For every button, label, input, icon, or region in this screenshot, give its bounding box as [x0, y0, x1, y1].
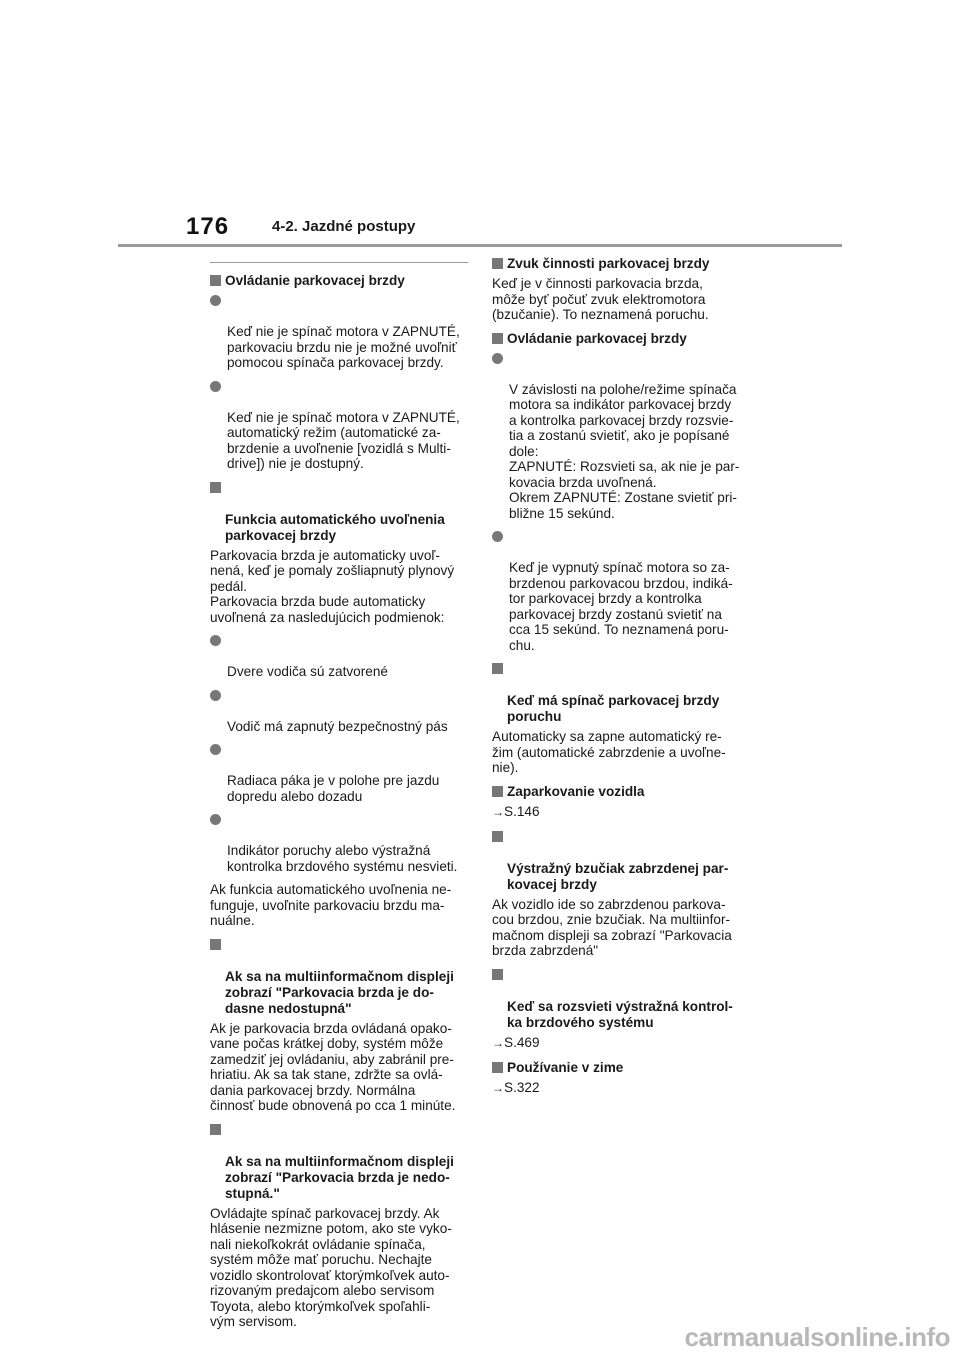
round-bullet-icon [210, 690, 221, 701]
round-bullet-icon [492, 353, 503, 364]
heading-parking-brake-operation [210, 273, 468, 289]
paragraph: Keď je v činnosti parkovacia brzda, môže byť počuť zvuk elektromotora (bzučanie). To neznamená poruchu. [492, 276, 709, 322]
square-bullet-icon [492, 258, 503, 269]
bullet-item [210, 379, 468, 472]
square-bullet-icon [492, 831, 503, 842]
square-bullet-icon [492, 969, 503, 980]
square-bullet-icon [492, 786, 503, 797]
heading-text: Funkcia automatického uvoľnenia parkovacej brzdy [225, 511, 445, 543]
heading-warning-buzzer [492, 829, 750, 893]
bullet-item [210, 293, 468, 371]
heading-switch-malfunction [492, 661, 750, 725]
page-reference-text[interactable]: S.146 [504, 803, 540, 819]
header-rule [118, 244, 842, 247]
arrow-right-icon: → [492, 1080, 504, 1095]
bullet-text: Dvere vodiča sú zatvorené [227, 664, 388, 679]
heading-text: Ak sa na multiinformačnom displeji zobrazí "Parkovacia brzda je do- dasne nedostupná" [225, 968, 454, 1016]
bullet-text: Radiaca páka je v polohe pre jazdu dopredu alebo dozadu [227, 773, 440, 804]
bullet-text: Vodič má zapnutý bezpečnostný pás [227, 718, 448, 734]
paragraph: Ak vozidlo ide so zabrzdenou parkova- cou brzdou, znie bzučiak. Na multiinfor- mačnom displeji sa zobrazí "Parkovacia brzda zabrzdená" [492, 896, 732, 958]
bullet-text: V závislosti na polohe/režime spínača motora sa indikátor parkovacej brzdy a kontrolka parkovacej brzdy rozsvie- tia a zostanú svietiť, ako je popísané dole: ZAPNUTÉ: Rozsvieti sa, ak nie je par- kovacia brzda uvoľnená. Okrem ZAPNUTÉ: Zostane svietiť pri- bližne 15 sekúnd. [509, 381, 740, 521]
square-bullet-icon [210, 939, 221, 950]
round-bullet-icon [210, 744, 221, 755]
page-reference[interactable] [492, 1035, 750, 1051]
heading-parking-vehicle [492, 784, 750, 800]
paragraph: Automaticky sa zapne automatický re- žim (automatické zabrzdenie a uvoľne- nie). [492, 729, 726, 775]
square-bullet-icon [210, 1124, 221, 1135]
page-reference[interactable] [492, 804, 750, 820]
page-reference-text[interactable]: S.322 [504, 1079, 540, 1095]
heading-text: Zvuk činnosti parkovacej brzdy [507, 256, 710, 271]
bullet-text: Keď nie je spínač motora v ZAPNUTÉ, automatický režim (automatické za- brzdenie a uvoľnenie [vozidlá s Multi- drive]) nie je dostupný. [227, 409, 460, 471]
round-bullet-icon [210, 814, 221, 825]
heading-text: Používanie v zime [507, 1059, 624, 1075]
bullet-item [210, 812, 468, 874]
paragraph: Ovládajte spínač parkovacej brzdy. Ak hlásenie nezmizne potom, ako ste vyko- nali niekoľkokrát ovládanie spínača, systém môže mať poruchu. Nechajte vozidlo skontrolovať ktorýmkoľvek auto- rizovaným predajcom alebo servisom Toyota, alebo ktorýmkoľvek spoľahli- vým servisom. [210, 1205, 452, 1329]
page-header [0, 0, 960, 250]
bullet-item [210, 742, 468, 804]
heading-text: Ovládanie parkovacej brzdy [507, 330, 687, 346]
bullet-text: Indikátor poruchy alebo výstražná kontrolka brzdového systému nesvieti. [227, 843, 458, 874]
heading-unavailable [210, 1122, 468, 1202]
heading-temporarily-unavailable [210, 937, 468, 1017]
heading-auto-release [210, 480, 468, 544]
bullet-text: Keď je vypnutý spínač motora so za- brzdenou parkovacou brzdou, indiká- tor parkovacej brzdy a kontrolka parkovacej brzdy zostanú svietiť na cca 15 sekúnd. To neznamená poru- chu. [509, 560, 733, 653]
square-bullet-icon [492, 663, 503, 674]
round-bullet-icon [210, 295, 221, 306]
square-bullet-icon [210, 275, 221, 286]
heading-text: Keď sa rozsvieti výstražná kontrol- ka brzdového systému [507, 998, 733, 1030]
square-bullet-icon [492, 333, 503, 344]
bullet-item [492, 529, 750, 653]
section-title: 4-2. Jazdné postupy [272, 218, 416, 235]
round-bullet-icon [210, 635, 221, 646]
bullet-item [210, 688, 468, 735]
square-bullet-icon [210, 482, 221, 493]
bullet-item [492, 351, 750, 522]
heading-text: Keď má spínač parkovacej brzdy poruchu [507, 693, 720, 724]
heading-text: Výstražný bzučiak zabrzdenej par- kovacej brzdy [507, 860, 729, 892]
heading-brake-warning-light [492, 967, 750, 1031]
paragraph: Ak je parkovacia brzda ovládaná opako- vane počas krátkej doby, systém môže zamedziť jej ovládaniu, aby zabránil pre- hriatiu. Ak sa tak stane, zdržte sa ovlá- dania parkovacej brzdy. Normálna činnosť bude obnovená po cca 1 minúte. [210, 1020, 456, 1113]
paragraph: Parkovacia brzda je automaticky uvoľ- nená, keď je pomaly zošliapnutý plynový pedál. Parkovacia brzda bude automaticky uvoľnená za nasledujúcich podmienok: [210, 547, 455, 625]
paragraph: Ak funkcia automatického uvoľnenia ne- funguje, uvoľnite parkovaciu brzdu ma- nuálne. [210, 882, 452, 928]
heading-parking-brake-operation [492, 331, 750, 347]
heading-winter-use [492, 1060, 750, 1076]
page-reference[interactable] [492, 1080, 750, 1096]
arrow-right-icon: → [492, 804, 504, 819]
round-bullet-icon [210, 381, 221, 392]
bullet-text: Keď nie je spínač motora v ZAPNUTÉ, parkovaciu brzdu nie je možné uvoľniť pomocou spínača parkovacej brzdy. [227, 324, 460, 370]
arrow-right-icon: → [492, 1035, 504, 1050]
page-number: 176 [186, 213, 230, 240]
round-bullet-icon [492, 531, 503, 542]
square-bullet-icon [492, 1062, 503, 1073]
page-reference-text[interactable]: S.469 [504, 1034, 540, 1050]
column-rule [210, 262, 468, 263]
heading-text: Zaparkovanie vozidla [507, 783, 645, 799]
heading-text: Ovládanie parkovacej brzdy [225, 273, 405, 288]
heading-text: Ak sa na multiinformačnom displeji zobrazí "Parkovacia brzda je nedo- stupná." [225, 1153, 454, 1201]
right-column [492, 256, 750, 1105]
heading-operation-sound [492, 256, 750, 272]
bullet-item [210, 633, 468, 680]
left-column [210, 256, 468, 1338]
watermark: carmanualsonline.info [684, 1322, 950, 1352]
